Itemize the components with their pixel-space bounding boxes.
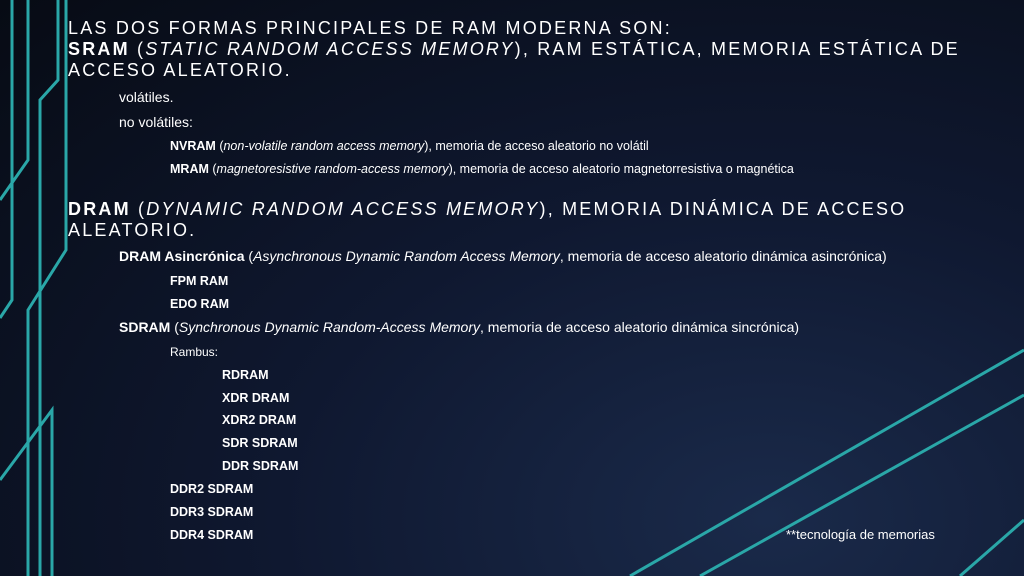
mram-expansion: magnetoresistive random-access memory	[216, 162, 449, 176]
sram-rest: ), RAM ESTÁTICA, MEMORIA ESTÁTICA DE ACCESO ALEATORIO.	[68, 39, 960, 80]
footnote-stars: **	[786, 527, 797, 542]
dram-expansion: DYNAMIC RANDOM ACCESS MEMORY	[146, 199, 540, 219]
rambus-type: SDR SDRAM	[222, 436, 298, 450]
sdram-item: SDRAM (Synchronous Dynamic Random-Access Memory, memoria de acceso aleatorio dinámica sincrónica)	[119, 319, 800, 335]
rambus-item: Rambus:	[170, 345, 219, 359]
fpm-ram-item: FPM RAM	[170, 274, 229, 288]
sdram-name: SDRAM	[119, 319, 171, 335]
no-volatiles-item: no volátiles:	[119, 114, 193, 130]
dram-async-name: DRAM Asincrónica	[119, 248, 245, 264]
sram-expansion: STATIC RANDOM ACCESS MEMORY	[145, 39, 515, 59]
nvram-item: NVRAM (non-volatile random access memory), memoria de acceso aleatorio no volátil	[170, 139, 649, 153]
footnote-text: tecnología de memorias	[796, 527, 935, 542]
rambus-type: XDR DRAM	[222, 391, 290, 405]
sram-title: SRAM (STATIC RANDOM ACCESS MEMORY), RAM ESTÁTICA, MEMORIA ESTÁTICA DE ACCESO ALEATORIO.	[68, 39, 960, 80]
sram-acronym: SRAM	[68, 39, 130, 59]
footnote	[786, 527, 935, 542]
sdram-expansion: Synchronous Dynamic Random-Access Memory	[178, 319, 481, 335]
heading-line1: LAS DOS FORMAS PRINCIPALES DE RAM MODERNA SON:	[68, 18, 672, 38]
rambus-type: RDRAM	[222, 368, 269, 382]
dram-acronym: DRAM	[68, 199, 131, 219]
sram-heading	[68, 18, 968, 81]
dram-rest: ), MEMORIA DINÁMICA DE ACCESO ALEATORIO.	[68, 199, 907, 240]
nvram-name: NVRAM	[170, 139, 216, 153]
dram-async-desc: , memoria de acceso aleatorio dinámica asincrónica)	[559, 248, 887, 264]
dram-async-expansion: Asynchronous Dynamic Random Access Memory	[253, 248, 560, 264]
sdram-desc: , memoria de acceso aleatorio dinámica sincrónica)	[480, 319, 800, 335]
mram-name: MRAM	[170, 162, 209, 176]
mram-desc: ), memoria de acceso aleatorio magnetorresistiva o magnética	[448, 162, 794, 176]
dram-async-item: DRAM Asincrónica (Asynchronous Dynamic Random Access Memory, memoria de acceso aleatorio dinámica asincrónica)	[119, 248, 887, 264]
nvram-expansion: non-volatile random access memory	[223, 139, 425, 153]
mram-item: MRAM (magnetoresistive random-access memory), memoria de acceso aleatorio magnetorresistiva o magnética	[170, 162, 794, 176]
edo-ram-item: EDO RAM	[170, 297, 230, 311]
volatiles-item: volátiles.	[119, 89, 174, 105]
ddr-type: DDR4 SDRAM	[170, 528, 254, 542]
rambus-type: DDR SDRAM	[222, 459, 299, 473]
ddr-type: DDR3 SDRAM	[170, 505, 254, 519]
rambus-type: XDR2 DRAM	[222, 413, 297, 427]
nvram-desc: ), memoria de acceso aleatorio no volátil	[424, 139, 649, 153]
ddr-type: DDR2 SDRAM	[170, 482, 254, 496]
dram-heading: DRAM (DYNAMIC RANDOM ACCESS MEMORY), MEMORIA DINÁMICA DE ACCESO ALEATORIO.	[68, 199, 907, 240]
